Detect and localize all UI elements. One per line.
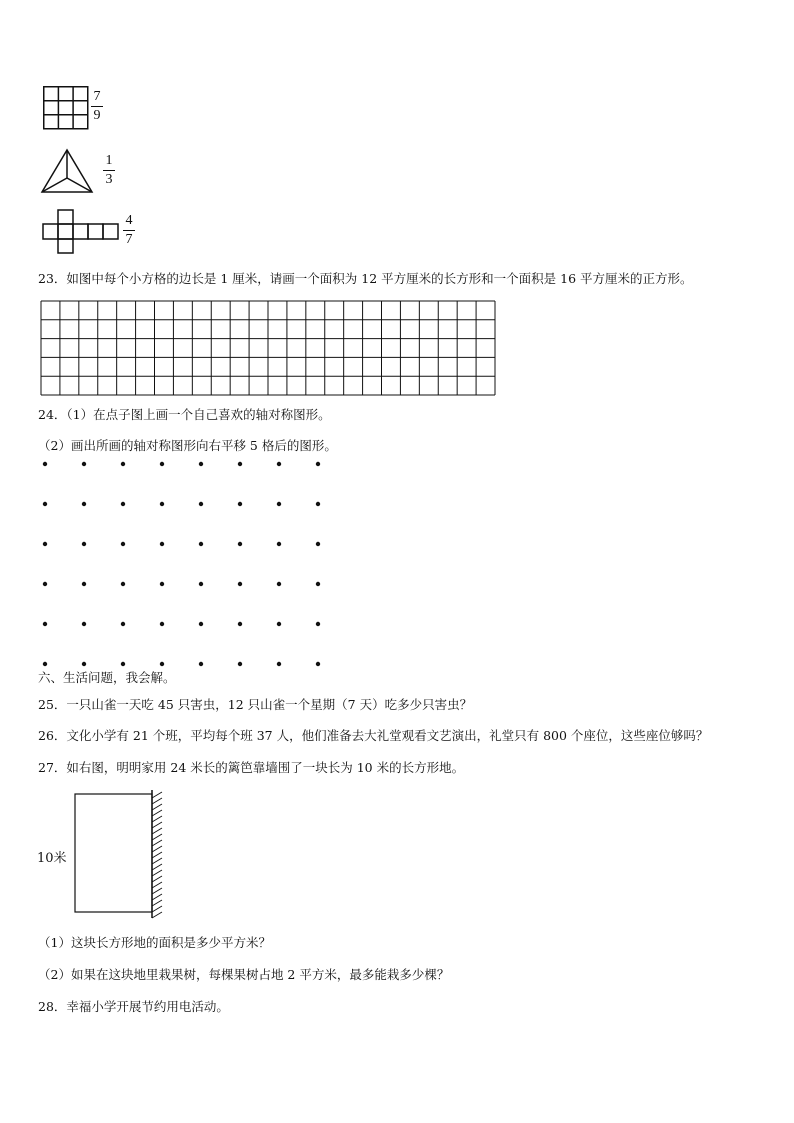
grid-dot	[238, 502, 242, 506]
fraction-denominator: 7	[125, 232, 133, 247]
fraction-numerator: 7	[93, 89, 101, 104]
grid-dot	[238, 622, 242, 626]
square-grid	[40, 300, 496, 396]
grid-dot	[160, 662, 164, 666]
grid-dot	[238, 662, 242, 666]
fence-wall-figure	[74, 790, 170, 920]
grid-dot	[238, 462, 242, 466]
grid-dot	[160, 542, 164, 546]
fraction-denominator: 3	[105, 172, 113, 187]
grid-dot	[199, 582, 203, 586]
grid-dot	[43, 462, 47, 466]
grid-dot	[43, 542, 47, 546]
fraction-numerator: 4	[125, 213, 133, 228]
grid-dot	[43, 662, 47, 666]
grid-dot	[160, 622, 164, 626]
grid-dot	[160, 502, 164, 506]
question-24-part2: （2）画出所画的轴对称图形向右平移 5 格后的图形。	[38, 438, 337, 453]
fraction-numerator: 1	[105, 153, 113, 168]
grid-dot	[82, 582, 86, 586]
grid-dot	[277, 662, 281, 666]
question-27-part2: （2）如果在这块地里栽果树，每棵果树占地 2 平方米，最多能栽多少棵？	[38, 967, 450, 982]
grid-dot	[43, 582, 47, 586]
fraction-1-3	[102, 153, 116, 188]
grid-dot	[277, 622, 281, 626]
fraction-7-9	[90, 89, 104, 124]
fraction-4-7	[122, 213, 136, 248]
fraction-denominator: 9	[93, 108, 101, 123]
grid-dot	[199, 662, 203, 666]
grid-dot	[160, 582, 164, 586]
grid-dot	[121, 502, 125, 506]
question-27-part1: （1）这块长方形地的面积是多少平方米？	[38, 935, 271, 950]
question-25: 25．一只山雀一天吃 45 只害虫，12 只山雀一个星期（7 天）吃多少只害虫？	[38, 697, 473, 712]
grid-dot	[277, 542, 281, 546]
grid-dot	[199, 622, 203, 626]
grid-dot	[82, 622, 86, 626]
grid-dot	[160, 462, 164, 466]
grid-dot	[82, 462, 86, 466]
grid-dot	[199, 462, 203, 466]
cube-net-figure	[42, 209, 122, 255]
grid-dot	[277, 462, 281, 466]
grid-dot	[199, 502, 203, 506]
grid-dot	[121, 662, 125, 666]
grid-dot	[316, 542, 320, 546]
grid-dot	[121, 622, 125, 626]
grid-dot	[43, 622, 47, 626]
question-28: 28．幸福小学开展节约用电活动。	[38, 999, 229, 1014]
grid-dot	[121, 462, 125, 466]
grid-dot	[316, 622, 320, 626]
triangle-figure	[40, 148, 94, 194]
grid-dot	[238, 542, 242, 546]
grid-dot	[82, 502, 86, 506]
section-6-title: 六、生活问题，我会解。	[38, 670, 176, 685]
grid-dot	[316, 662, 320, 666]
question-23: 23．如图中每个小方格的边长是 1 厘米，请画一个面积为 12 平方厘米的长方形和一个面积是 16 平方厘米的正方形。	[38, 271, 693, 286]
grid-dot	[121, 582, 125, 586]
grid-dot	[238, 582, 242, 586]
grid-dot	[316, 462, 320, 466]
grid-dot	[199, 542, 203, 546]
question-26: 26．文化小学有 21 个班，平均每个班 37 人，他们准备去大礼堂观看文艺演出，礼堂只有 800 个座位，这些座位够吗？	[38, 728, 709, 743]
question-27: 27．如右图，明明家用 24 米长的篱笆靠墙围了一块长为 10 米的长方形地。	[38, 760, 465, 775]
question-24-part1: 24．（1）在点子图上画一个自己喜欢的轴对称图形。	[38, 407, 331, 422]
grid-dot	[121, 542, 125, 546]
grid-3x3-figure	[43, 86, 89, 130]
grid-dot	[43, 502, 47, 506]
grid-dot	[277, 502, 281, 506]
rect-length-label: 10米	[37, 851, 67, 866]
grid-dot	[316, 582, 320, 586]
dot-grid	[38, 456, 328, 672]
grid-dot	[316, 502, 320, 506]
grid-dot	[82, 542, 86, 546]
grid-dot	[277, 582, 281, 586]
grid-dot	[82, 662, 86, 666]
